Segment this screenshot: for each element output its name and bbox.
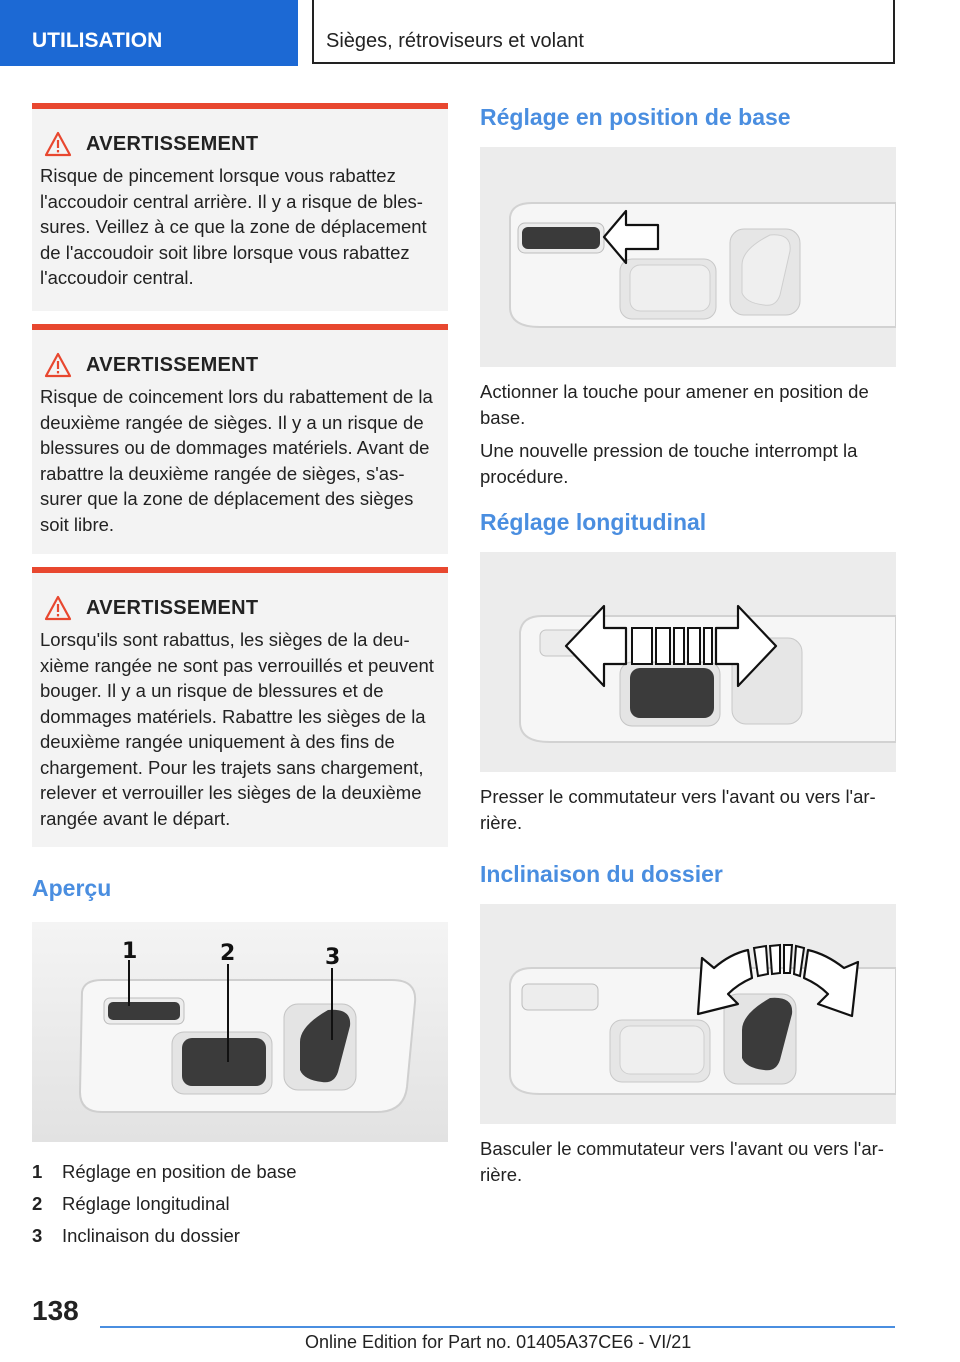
legend-label: Réglage en position de base — [62, 1161, 297, 1182]
section-heading: Aperçu — [32, 875, 112, 901]
paragraph: Basculer le commutateur vers l'avant ou vers l'arrière. — [480, 1138, 884, 1185]
base-position-illustration — [480, 147, 896, 367]
longitudinal-switch-icon — [480, 552, 896, 772]
warning-title: AVERTISSEMENT — [86, 132, 259, 155]
warning-triangle-icon — [44, 131, 72, 157]
callout-2: 2 — [220, 941, 236, 966]
left-column — [32, 103, 448, 1252]
warning-box — [32, 324, 448, 554]
legend-label: Inclinaison du dossier — [62, 1225, 240, 1246]
warning-title: AVERTISSEMENT — [86, 596, 259, 619]
page-header — [0, 0, 960, 66]
legend-list — [32, 1156, 448, 1252]
backrest-tilt-switch-icon — [480, 904, 896, 1124]
paragraph: Presser le commutateur vers l'avant ou vers l'arrière. — [480, 786, 876, 833]
page-number: 138 — [32, 1295, 79, 1326]
paragraph: Actionner la touche pour amener en position de base. — [480, 381, 869, 428]
section-tab: UTILISATION — [0, 0, 298, 66]
paragraph: Une nouvelle pression de touche interrompt la procédure. — [480, 440, 858, 487]
right-column — [480, 100, 896, 1187]
chapter-title: Sièges, rétroviseurs et volant — [312, 0, 895, 64]
backrest-illustration — [480, 904, 896, 1124]
callout-3: 3 — [325, 945, 341, 970]
seat-controls-overview-icon — [32, 922, 448, 1142]
warning-text: Risque de coincement lors du rabattement de la deuxième rangée de sièges. Il y a un risque de blessures ou de dommages matériels. Avant de rabattre la deuxième rangée de sièges, s'assurer que la zone de déplacement des sièges soit libre. — [40, 386, 433, 535]
overview-illustration — [32, 922, 448, 1142]
warning-box — [32, 103, 448, 311]
legend-item — [32, 1156, 448, 1188]
footer-edition: Online Edition for Part no. 01405A37CE6 - VI/21 — [305, 1332, 692, 1352]
warning-text: Lorsqu'ils sont rabattus, les sièges de la deuxième rangée ne sont pas verrouillés et peuvent bouger. Il y a un risque de blessures et de dommages matériels. Rabattre les sièges de la deuxième rangée uniquement à des fins de chargement. Pour les trajets sans chargement, relever et verrouiller les sièges de la deuxième rangée avant le départ. — [40, 629, 434, 829]
legend-item — [32, 1220, 448, 1252]
legend-number: 3 — [32, 1225, 43, 1246]
warning-text: Risque de pincement lorsque vous rabattez l'accoudoir central arrière. Il y a risque de blessures. Veillez à ce que la zone de déplacement de l'accoudoir soit libre lorsque vous rabattez l'accoudoir central. — [40, 165, 427, 288]
legend-label: Réglage longitudinal — [62, 1193, 230, 1214]
section-heading: Inclinaison du dossier — [480, 861, 723, 887]
footer-divider — [100, 1326, 895, 1328]
warning-triangle-icon — [44, 595, 72, 621]
legend-number: 1 — [32, 1161, 43, 1182]
longitudinal-illustration — [480, 552, 896, 772]
section-heading: Réglage longitudinal — [480, 509, 707, 535]
warning-box — [32, 567, 448, 847]
callout-1: 1 — [122, 939, 138, 964]
section-heading: Réglage en position de base — [480, 104, 791, 130]
warning-triangle-icon — [44, 352, 72, 378]
warning-title: AVERTISSEMENT — [86, 353, 259, 376]
legend-item — [32, 1188, 448, 1220]
legend-number: 2 — [32, 1193, 43, 1214]
base-position-button-icon — [480, 147, 896, 367]
